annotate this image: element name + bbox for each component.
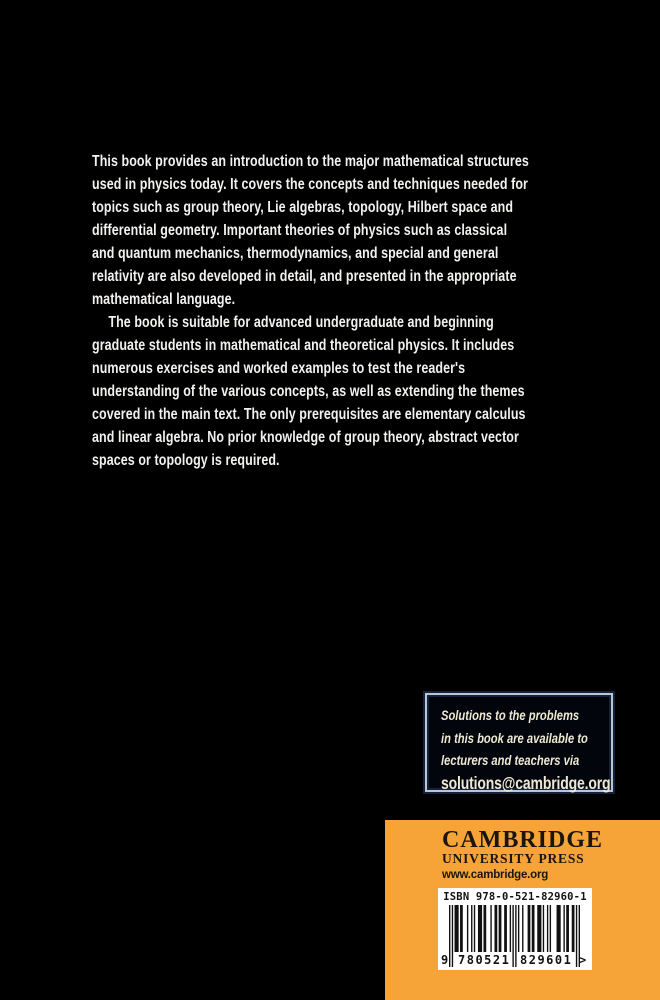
publisher-wordmark (442, 829, 603, 882)
blurb-paragraph-1 (92, 150, 660, 311)
blurb-line: The book is suitable for advanced undergraduate and beginning (108, 314, 494, 331)
solutions-email: solutions@cambridge.org (441, 772, 611, 793)
publisher-website: www.cambridge.org (442, 869, 549, 881)
publisher-panel (385, 820, 660, 1000)
solutions-line: lecturers and teachers via (441, 752, 580, 768)
publisher-subtitle: UNIVERSITY PRESS (442, 851, 585, 866)
blurb-line: and quantum mechanics, thermodynamics, and special and general (92, 245, 499, 262)
blurb-line: understanding of the various concepts, as well as extending the themes (92, 383, 525, 400)
solutions-text (441, 704, 611, 794)
publisher-name: CAMBRIDGE (442, 827, 604, 853)
ean13-bars (441, 905, 589, 967)
solutions-line: in this book are available to (441, 729, 588, 746)
blurb-line: mathematical language. (92, 291, 236, 308)
back-cover-blurb (92, 150, 660, 472)
barcode-digit-group1: 780521 (458, 953, 511, 967)
blurb-line: relativity are also developed in detail, and presented in the appropriate (92, 268, 517, 285)
blurb-line: covered in the main text. The only prerequisites are elementary calculus (92, 406, 526, 423)
blurb-line: graduate students in mathematical and theoretical physics. It includes (92, 337, 515, 354)
blurb-line: numerous exercises and worked examples to test the reader's (92, 360, 466, 377)
solutions-line: Solutions to the problems (441, 707, 580, 723)
blurb-paragraph-2 (92, 311, 660, 472)
barcode-end-mark: > (579, 953, 587, 967)
blurb-line: used in physics today. It covers the concepts and techniques needed for (92, 176, 528, 193)
blurb-line: and linear algebra. No prior knowledge of group theory, abstract vector (92, 429, 519, 446)
solutions-info-box (425, 693, 613, 792)
blurb-line: This book provides an introduction to the major mathematical structures (92, 153, 529, 170)
blurb-line: differential geometry. Important theories of physics such as classical (92, 222, 508, 239)
isbn-label: ISBN 978-0-521-82960-1 (443, 891, 587, 903)
blurb-line: topics such as group theory, Lie algebras, topology, Hilbert space and (92, 199, 514, 216)
blurb-line: spaces or topology is required. (92, 452, 280, 469)
barcode-digits (441, 952, 589, 967)
isbn-barcode (438, 888, 592, 970)
barcode-digit-first: 9 (441, 953, 449, 967)
barcode-digit-group2: 829601 (520, 953, 573, 967)
